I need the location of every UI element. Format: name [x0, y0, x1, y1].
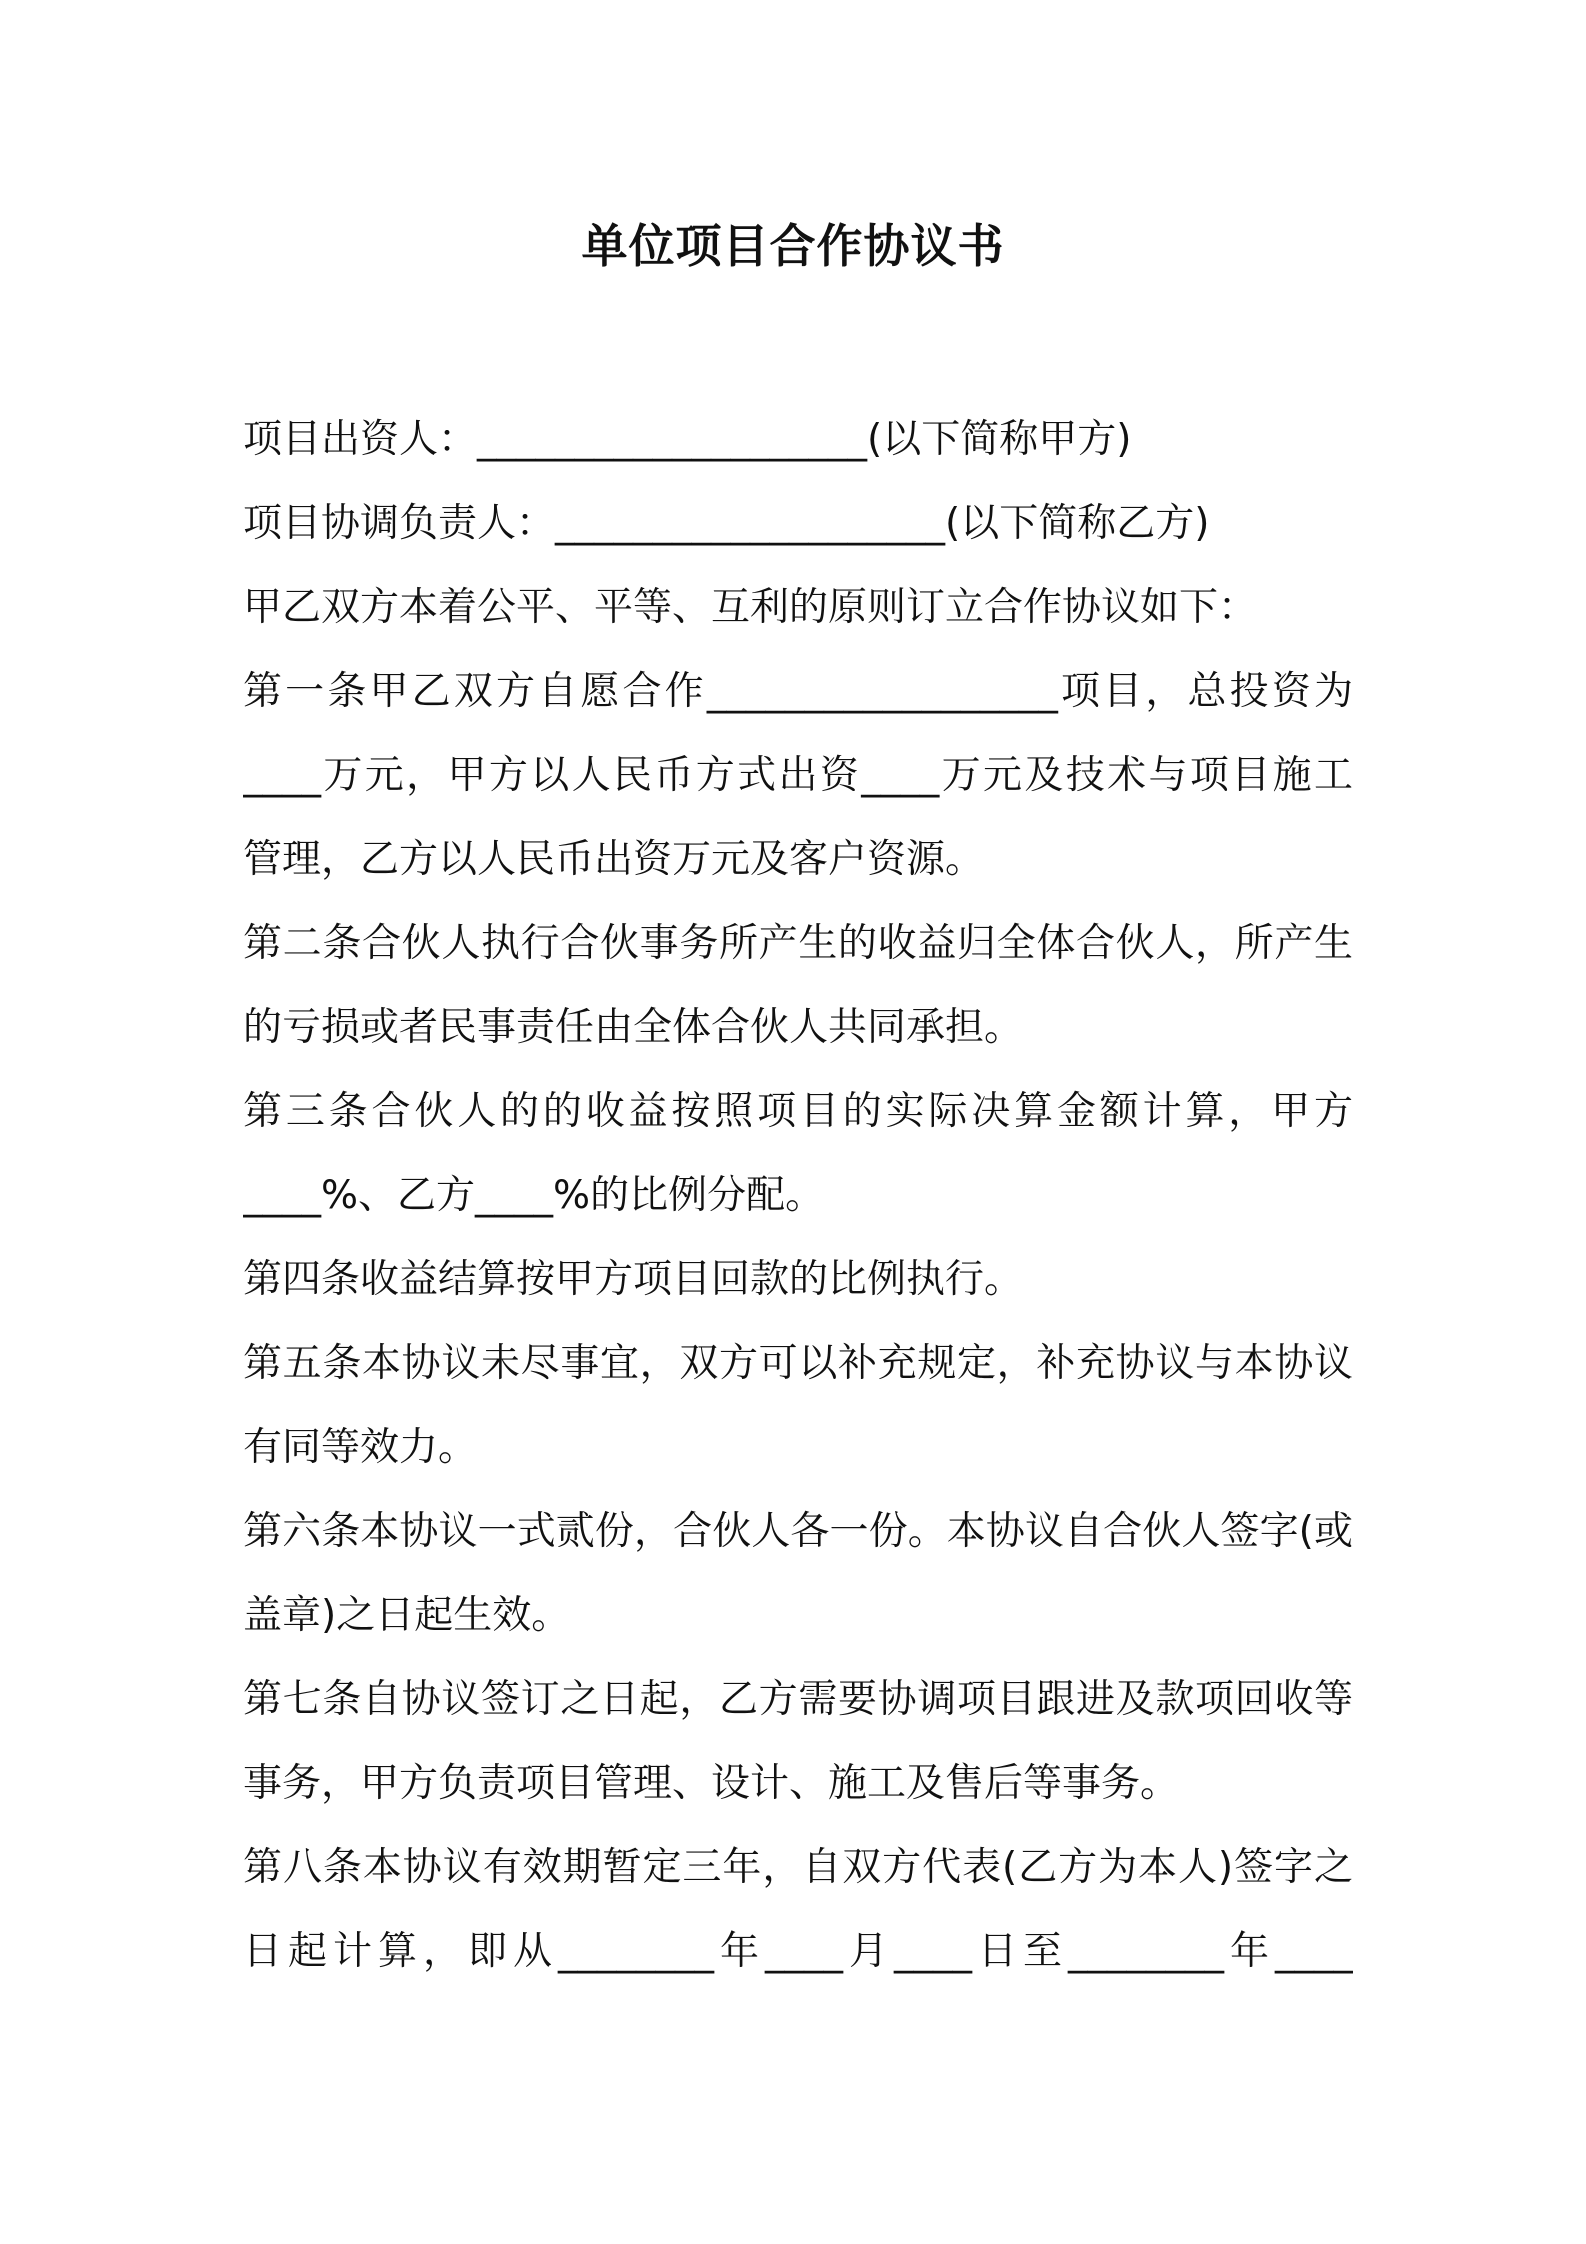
article-5-line-1: 第五条本协议未尽事宜，双方可以补充规定，补充协议与本协议 [243, 1341, 1353, 1386]
article-4-line-1: 第四条收益结算按甲方项目回款的比例执行。 [243, 1257, 1024, 1302]
preamble-line: 甲乙双方本着公平、平等、互利的原则订立合作协议如下： [243, 585, 1258, 630]
article-8-line-1: 第八条本协议有效期暂定三年，自双方代表(乙方为本人)签字之 [243, 1845, 1353, 1890]
investor-line: 项目出资人：____________________(以下简称甲方) [243, 417, 1132, 462]
article-7-line-1: 第七条自协议签订之日起，乙方需要协调项目跟进及款项回收等 [243, 1677, 1353, 1722]
document-title: 单位项目合作协议书 [581, 219, 1005, 273]
article-6-line-2: 盖章)之日起生效。 [243, 1593, 571, 1638]
article-8-line-2: 日起计算，即从________年____月____日至________年____ [243, 1929, 1353, 1974]
coordinator-line: 项目协调负责人：____________________(以下简称乙方) [243, 501, 1210, 546]
article-1-line-3: 管理，乙方以人民币出资万元及客户资源。 [243, 837, 985, 882]
article-5-line-2: 有同等效力。 [243, 1425, 478, 1470]
article-1-line-1: 第一条甲乙双方自愿合作__________________项目，总投资为 [243, 669, 1353, 714]
article-6-line-1: 第六条本协议一式贰份，合伙人各一份。本协议自合伙人签字(或 [243, 1509, 1353, 1554]
article-7-line-2: 事务，甲方负责项目管理、设计、施工及售后等事务。 [243, 1761, 1180, 1806]
article-1-line-2: ____万元，甲方以人民币方式出资____万元及技术与项目施工 [243, 753, 1353, 798]
article-3-line-2: ____%、乙方____%的比例分配。 [243, 1173, 825, 1218]
article-2-line-2: 的亏损或者民事责任由全体合伙人共同承担。 [243, 1005, 1024, 1050]
article-3-line-1: 第三条合伙人的的收益按照项目的实际决算金额计算，甲方 [243, 1089, 1353, 1134]
article-2-line-1: 第二条合伙人执行合伙事务所产生的收益归全体合伙人，所产生 [243, 921, 1353, 966]
document-body [243, 398, 1353, 1994]
